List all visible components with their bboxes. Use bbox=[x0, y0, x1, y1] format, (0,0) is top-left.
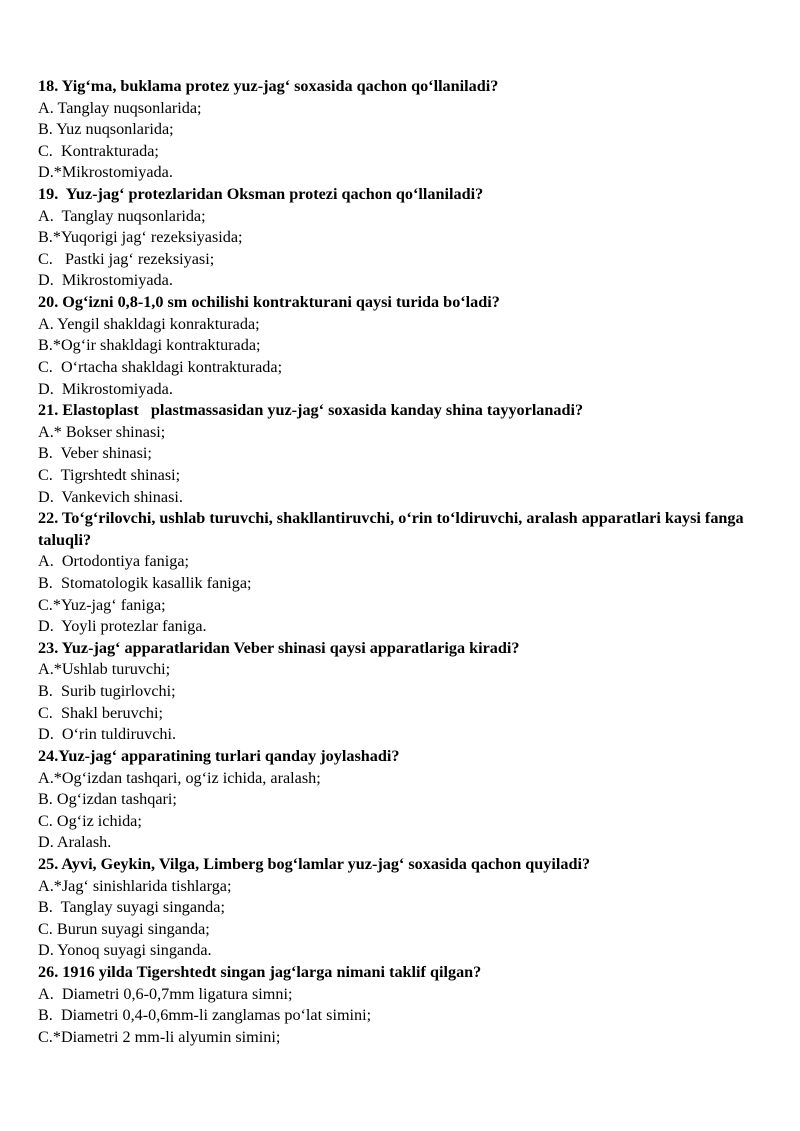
answer-option: A.*Jag‘ sinishlarida tishlarga; bbox=[38, 876, 232, 895]
question-block-20 bbox=[38, 292, 778, 400]
question-block-21 bbox=[38, 400, 778, 508]
question-text: 24.Yuz-jag‘ apparatining turlari qanday joylashadi? bbox=[38, 746, 400, 765]
document-page bbox=[38, 76, 778, 1048]
question-text: 23. Yuz-jag‘ apparatlaridan Veber shinasi qaysi apparatlariga kiradi? bbox=[38, 638, 520, 657]
question-block-23 bbox=[38, 638, 778, 746]
answer-option: B. Diametri 0,4-0,6mm-li zanglamas po‘lat simini; bbox=[38, 1006, 372, 1025]
question-block-19 bbox=[38, 184, 778, 292]
answer-option: A.*Ushlab turuvchi; bbox=[38, 660, 171, 679]
answer-option: B. Tanglay suyagi singanda; bbox=[38, 898, 225, 917]
answer-option: C. Burun suyagi singanda; bbox=[38, 919, 210, 938]
question-text: 19. Yuz-jag‘ protezlaridan Oksman protezi qachon qo‘llaniladi? bbox=[38, 185, 484, 204]
answer-option: C. Og‘iz ichida; bbox=[38, 811, 142, 830]
answer-option: A. Tanglay nuqsonlarida; bbox=[38, 98, 202, 117]
question-text: 20. Og‘izni 0,8-1,0 sm ochilishi kontrakturani qaysi turida bo‘ladi? bbox=[38, 293, 500, 312]
answer-option: A.* Bokser shinasi; bbox=[38, 422, 166, 441]
answer-option: B. Og‘izdan tashqari; bbox=[38, 790, 177, 809]
answer-option: D. Yonoq suyagi singanda. bbox=[38, 941, 212, 960]
question-text: 18. Yig‘ma, buklama protez yuz-jag‘ soxasida qachon qo‘llaniladi? bbox=[38, 77, 499, 95]
answer-option: D. Mikrostomiyada. bbox=[38, 379, 173, 398]
answer-option: A. Diametri 0,6-0,7mm ligatura simni; bbox=[38, 984, 293, 1003]
answer-option: C. Pastki jag‘ rezeksiyasi; bbox=[38, 249, 215, 268]
answer-option: C. O‘rtacha shakldagi kontrakturada; bbox=[38, 357, 283, 376]
question-block-24 bbox=[38, 746, 778, 854]
question-text: 26. 1916 yilda Tigershtedt singan jag‘larga nimani taklif qilgan? bbox=[38, 963, 482, 982]
answer-option: C. Kontrakturada; bbox=[38, 141, 159, 160]
answer-option: C. Tigrshtedt shinasi; bbox=[38, 465, 181, 484]
answer-option: D.*Mikrostomiyada. bbox=[38, 163, 173, 182]
answer-option: A.*Og‘izdan tashqari, og‘iz ichida, aralash; bbox=[38, 768, 321, 787]
question-block-26 bbox=[38, 962, 778, 1048]
answer-option: C. Shakl beruvchi; bbox=[38, 703, 163, 722]
answer-option: C.*Diametri 2 mm-li alyumin simini; bbox=[38, 1027, 281, 1046]
answer-option: B. Stomatologik kasallik faniga; bbox=[38, 574, 252, 593]
answer-option: A. Ortodontiya faniga; bbox=[38, 552, 190, 571]
answer-option: D. Vankevich shinasi. bbox=[38, 487, 183, 506]
question-block-22 bbox=[38, 508, 778, 638]
answer-option: B.*Yuqorigi jag‘ rezeksiyasida; bbox=[38, 228, 243, 247]
question-text: 21. Elastoplast plastmassasidan yuz-jag‘ soxasida kanday shina tayyorlanadi? bbox=[38, 401, 584, 420]
answer-option: D. Mikrostomiyada. bbox=[38, 271, 173, 290]
answer-option: A. Tanglay nuqsonlarida; bbox=[38, 206, 206, 225]
answer-option: B. Surib tugirlovchi; bbox=[38, 682, 176, 701]
answer-option: B. Veber shinasi; bbox=[38, 444, 152, 463]
answer-option: C.*Yuz-jag‘ faniga; bbox=[38, 595, 166, 614]
answer-option: B. Yuz nuqsonlarida; bbox=[38, 120, 174, 139]
answer-option: A. Yengil shakldagi konrakturada; bbox=[38, 314, 260, 333]
question-text: 22. To‘g‘rilovchi, ushlab turuvchi, shakllantiruvchi, o‘rin to‘ldiruvchi, aralash apparatlari kaysi fanga taluqli? bbox=[38, 509, 744, 549]
question-text: 25. Ayvi, Geykin, Vilga, Limberg bog‘lamlar yuz-jag‘ soxasida qachon quyiladi? bbox=[38, 854, 591, 873]
question-block-25 bbox=[38, 854, 778, 962]
answer-option: D. O‘rin tuldiruvchi. bbox=[38, 725, 177, 744]
question-block-18 bbox=[38, 76, 778, 184]
answer-option: D. Aralash. bbox=[38, 833, 112, 852]
answer-option: D. Yoyli protezlar faniga. bbox=[38, 617, 207, 636]
answer-option: B.*Og‘ir shakldagi kontrakturada; bbox=[38, 336, 261, 355]
